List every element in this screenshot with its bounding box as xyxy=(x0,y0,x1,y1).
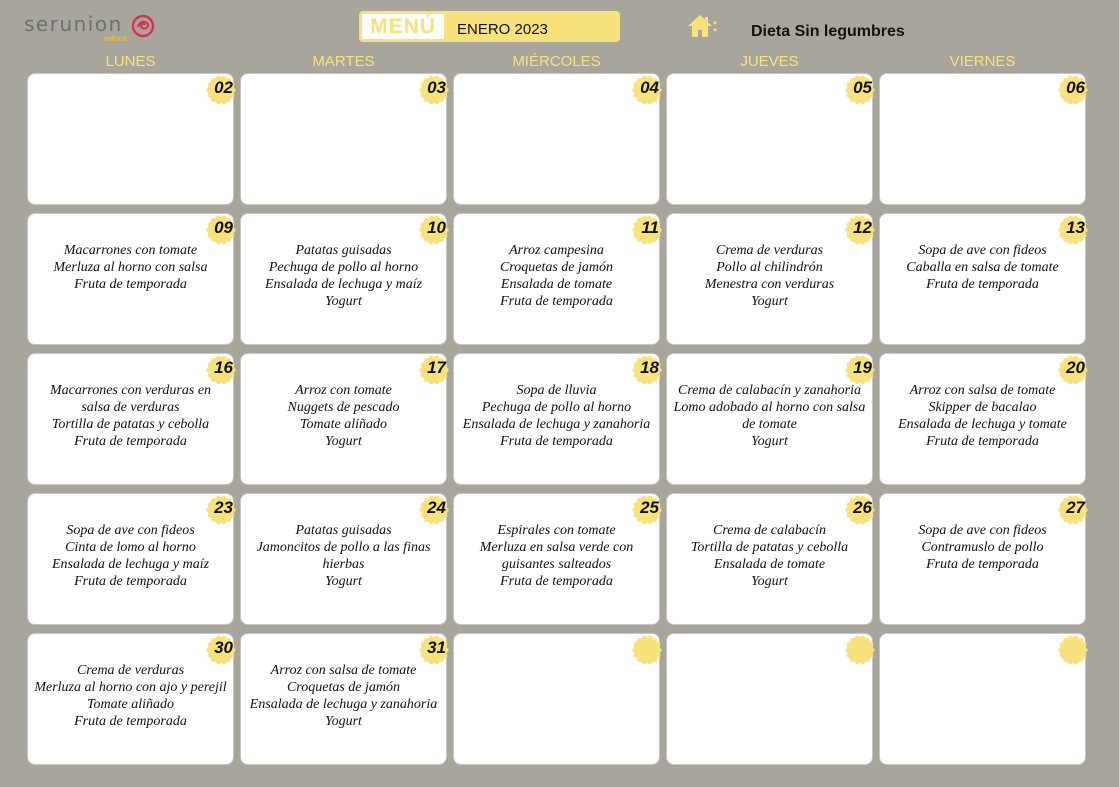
meal-item: Crema de calabacín xyxy=(712,523,826,538)
day-number: 13 xyxy=(1066,218,1085,237)
meal-item: Yogurt xyxy=(325,714,362,729)
day-cell xyxy=(240,353,447,485)
meal-item: Cinta de lomo al horno xyxy=(65,540,196,555)
day-number: 11 xyxy=(641,218,659,237)
meal-item: Contramuslo de pollo xyxy=(921,540,1044,555)
weekday-tuesday: MARTES xyxy=(312,53,375,70)
meal-list xyxy=(460,242,653,310)
day-cell xyxy=(453,73,660,205)
meal-item: Sopa de ave con fideos xyxy=(918,243,1047,258)
meal-item: Fruta de temporada xyxy=(74,277,187,292)
meal-item: Crema de verduras xyxy=(715,243,824,258)
meal-item: Nuggets de pescado xyxy=(287,400,400,415)
meal-item: Fruta de temporada xyxy=(74,434,187,449)
meal-item: Yogurt xyxy=(325,434,362,449)
meal-item: Ensalada de lechuga y zanahoria xyxy=(462,417,651,432)
day-badge xyxy=(1057,74,1089,106)
meal-item: Jamoncitos de pollo a las finas hierbas xyxy=(256,540,431,572)
day-number: 04 xyxy=(640,78,659,97)
diet-title: Dieta Sin legumbres xyxy=(751,23,905,40)
weekday-thursday: JUEVES xyxy=(740,53,799,70)
home-colon: : xyxy=(712,15,718,35)
weekday-header xyxy=(27,53,1089,71)
meal-item: Merluza al horno con salsa xyxy=(53,260,208,275)
meal-list xyxy=(247,382,440,450)
day-number: 23 xyxy=(214,498,233,517)
day-cell xyxy=(879,73,1086,205)
calendar-grid xyxy=(27,73,1086,765)
day-number: 17 xyxy=(427,358,446,377)
meal-item: Tomate aliñado xyxy=(300,417,387,432)
day-number: 19 xyxy=(853,358,872,377)
meal-item: Sopa de lluvia xyxy=(516,383,597,398)
meal-item: Ensalada de tomate xyxy=(713,557,826,572)
meal-item: Croquetas de jamón xyxy=(286,680,401,695)
day-number: 16 xyxy=(214,358,233,377)
meal-item: Sopa de ave con fideos xyxy=(66,523,195,538)
meal-item: Pollo al chilindrón xyxy=(716,260,823,275)
day-cell xyxy=(27,73,234,205)
meal-item: Lomo adobado al horno con salsa de tomate xyxy=(673,400,866,432)
meal-item: Fruta de temporada xyxy=(74,714,187,729)
meal-item: Fruta de temporada xyxy=(500,574,613,589)
meal-list xyxy=(673,242,866,310)
meal-list xyxy=(34,242,227,293)
meal-list xyxy=(247,242,440,310)
meal-item: Yogurt xyxy=(751,294,788,309)
day-number: 30 xyxy=(214,638,233,657)
day-cell xyxy=(879,493,1086,625)
meal-item: Yogurt xyxy=(325,294,362,309)
day-cell xyxy=(453,353,660,485)
day-cell xyxy=(666,633,873,765)
meal-item: Fruta de temporada xyxy=(926,434,1039,449)
day-number: 10 xyxy=(427,218,446,237)
meal-item: Crema de calabacín y zanahoria xyxy=(677,383,861,398)
day-badge xyxy=(631,74,663,106)
meal-item: Pechuga de pollo al horno xyxy=(268,260,419,275)
meal-item: Menestra con verduras xyxy=(704,277,835,292)
serunion-logo xyxy=(24,10,164,44)
day-number: 20 xyxy=(1066,358,1085,377)
meal-item: Tomate aliñado xyxy=(87,697,174,712)
meal-item: Ensalada de tomate xyxy=(500,277,613,292)
day-number: 27 xyxy=(1066,498,1085,517)
day-number: 18 xyxy=(640,358,659,377)
meal-item: Macarrones con tomate xyxy=(63,243,198,258)
meal-item: Ensalada de lechuga y maíz xyxy=(264,277,423,292)
day-cell xyxy=(666,213,873,345)
meal-item: Ensalada de lechuga y zanahoria xyxy=(249,697,438,712)
meal-item: Sopa de ave con fideos xyxy=(918,523,1047,538)
meal-item: Croquetas de jamón xyxy=(499,260,614,275)
meal-list xyxy=(460,522,653,590)
day-badge xyxy=(205,74,237,106)
meal-item: Merluza al horno con ajo y perejil xyxy=(34,680,227,695)
day-number: 03 xyxy=(427,78,446,97)
day-number: 12 xyxy=(853,218,872,237)
meal-item: Ensalada de lechuga y tomate xyxy=(898,417,1067,432)
day-cell xyxy=(879,353,1086,485)
weekday-monday: LUNES xyxy=(105,53,156,70)
meal-item: Yogurt xyxy=(325,574,362,589)
day-number: 31 xyxy=(427,638,446,657)
meal-item: Yogurt xyxy=(751,434,788,449)
meal-list xyxy=(247,662,440,730)
rose-icon xyxy=(130,13,156,39)
meal-list xyxy=(886,382,1079,450)
day-number: 26 xyxy=(853,498,872,517)
day-cell xyxy=(453,633,660,765)
meal-item: Fruta de temporada xyxy=(74,574,187,589)
meal-list xyxy=(34,522,227,590)
meal-list xyxy=(886,242,1079,293)
meal-item: Crema de verduras xyxy=(76,663,185,678)
day-cell xyxy=(27,633,234,765)
meal-item: Merluza en salsa verde con guisantes salteados xyxy=(479,540,634,572)
weekday-wednesday: MIÉRCOLES xyxy=(512,53,601,70)
day-badge xyxy=(844,634,876,666)
day-number: 24 xyxy=(427,498,446,517)
day-cell xyxy=(27,353,234,485)
day-cell xyxy=(240,213,447,345)
meal-list xyxy=(460,382,653,450)
logo-text: serunion xyxy=(24,12,123,36)
meal-item: Caballa en salsa de tomate xyxy=(906,260,1059,275)
day-cell xyxy=(240,633,447,765)
day-cell xyxy=(27,213,234,345)
meal-list xyxy=(886,522,1079,573)
menu-month: ENERO 2023 xyxy=(457,21,548,38)
day-cell xyxy=(879,633,1086,765)
meal-list xyxy=(673,522,866,590)
meal-item: Macarrones con verduras en salsa de verduras xyxy=(49,383,212,415)
meal-item: Espirales con tomate xyxy=(497,523,616,538)
logo-subtext: educa xyxy=(104,34,128,43)
weekday-friday: VIERNES xyxy=(949,53,1016,70)
meal-list xyxy=(34,662,227,730)
meal-item: Fruta de temporada xyxy=(500,294,613,309)
day-number: 05 xyxy=(853,78,872,97)
menu-header xyxy=(359,11,620,42)
meal-list xyxy=(34,382,227,450)
day-cell xyxy=(453,493,660,625)
meal-item: Fruta de temporada xyxy=(926,277,1039,292)
meal-item: Skipper de bacalao xyxy=(928,400,1037,415)
day-cell xyxy=(879,213,1086,345)
meal-item: Fruta de temporada xyxy=(500,434,613,449)
day-number: 09 xyxy=(214,218,233,237)
meal-item: Tortilla de patatas y cebolla xyxy=(51,417,210,432)
meal-item: Arroz con salsa de tomate xyxy=(270,663,417,678)
day-badge xyxy=(631,634,663,666)
meal-item: Tortilla de patatas y cebolla xyxy=(690,540,849,555)
day-cell xyxy=(666,73,873,205)
meal-item: Arroz con salsa de tomate xyxy=(909,383,1056,398)
day-badge xyxy=(844,74,876,106)
day-cell xyxy=(240,73,447,205)
meal-item: Patatas guisadas xyxy=(295,243,392,258)
meal-list xyxy=(247,522,440,590)
menu-label: MENÚ xyxy=(362,14,444,39)
meal-list xyxy=(673,382,866,450)
day-badge xyxy=(418,74,450,106)
day-cell xyxy=(453,213,660,345)
meal-item: Arroz campesina xyxy=(509,243,604,258)
day-number: 25 xyxy=(640,498,659,517)
day-cell xyxy=(27,493,234,625)
meal-item: Yogurt xyxy=(751,574,788,589)
day-cell xyxy=(240,493,447,625)
day-number: 06 xyxy=(1066,78,1085,97)
day-cell xyxy=(666,493,873,625)
meal-item: Arroz con tomate xyxy=(295,383,392,398)
home-icon xyxy=(686,13,714,39)
day-badge xyxy=(1057,634,1089,666)
day-cell xyxy=(666,353,873,485)
day-number: 02 xyxy=(214,78,233,97)
meal-item: Pechuga de pollo al horno xyxy=(481,400,632,415)
meal-item: Patatas guisadas xyxy=(295,523,392,538)
meal-item: Fruta de temporada xyxy=(926,557,1039,572)
meal-item: Ensalada de lechuga y maíz xyxy=(51,557,210,572)
